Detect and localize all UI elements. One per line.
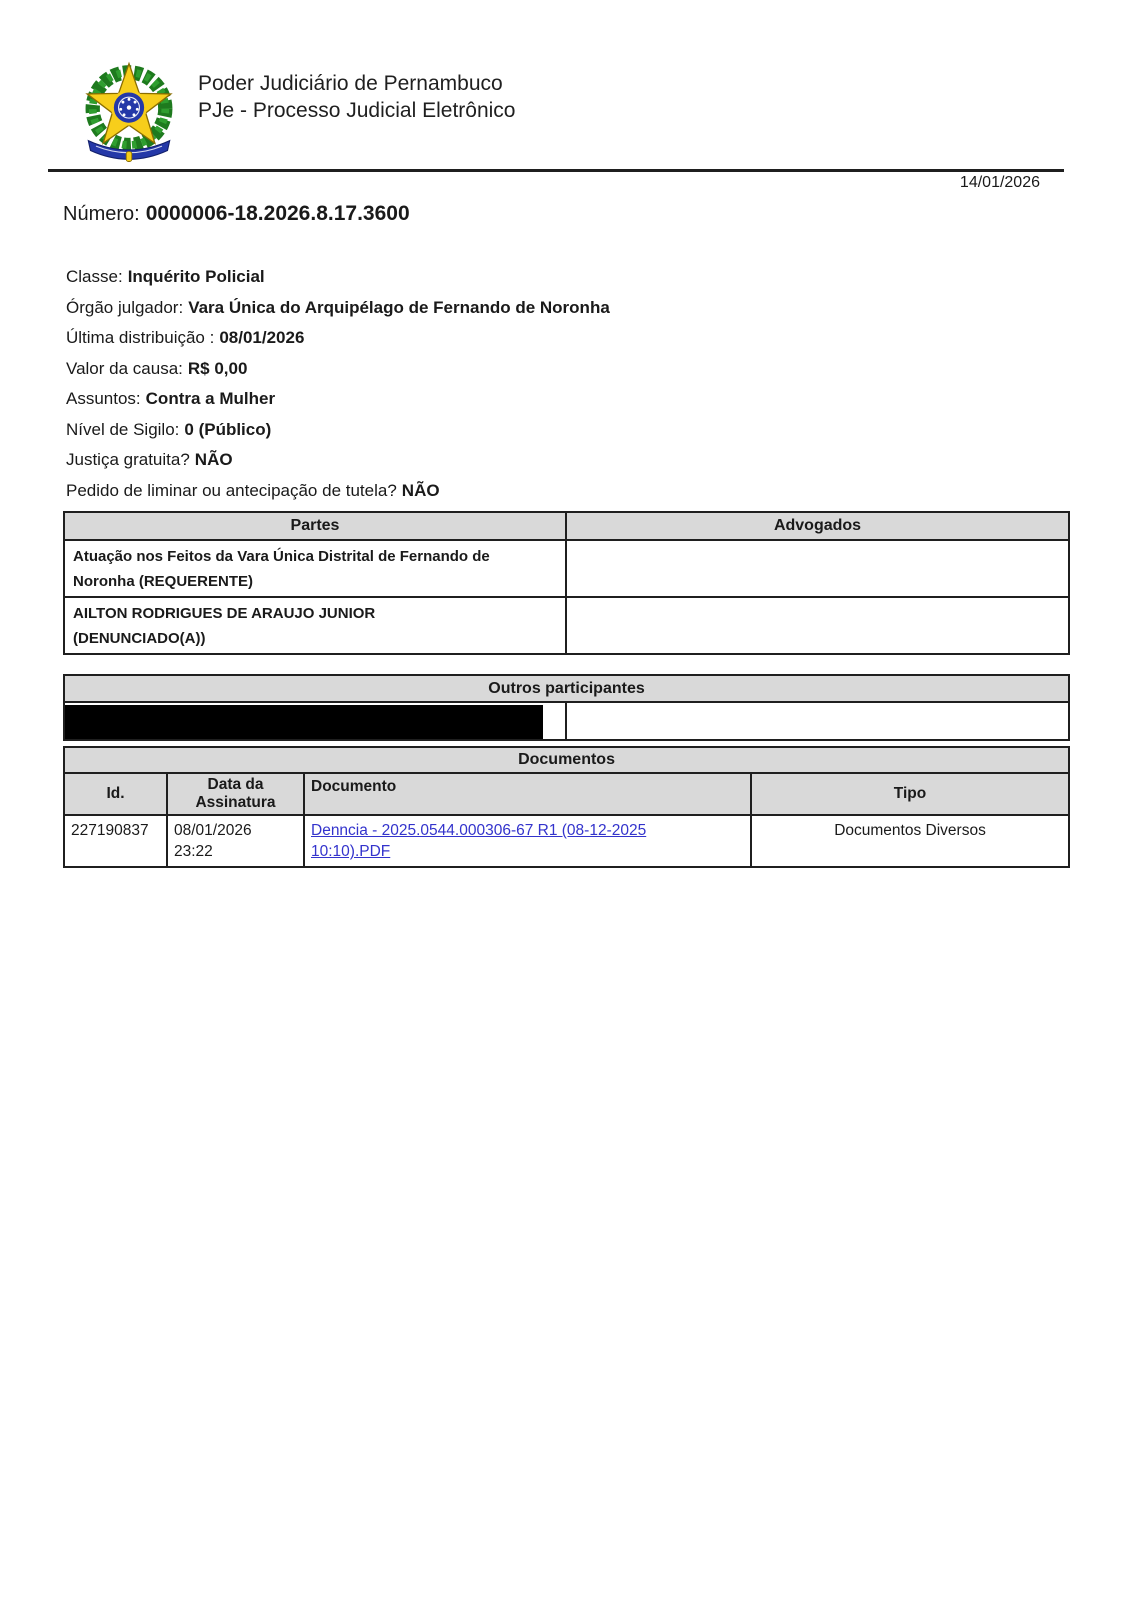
documento-pdf-link-line2[interactable]: 10:10).PDF (311, 843, 391, 860)
partes-row (64, 540, 1069, 597)
documentos-documento-column-header: Documento (304, 773, 751, 815)
outros-participantes-table (63, 674, 1070, 741)
case-number: 0000006-18.2026.8.17.3600 (145, 202, 410, 225)
field-pedido-de-liminar (66, 476, 610, 507)
documento-pdf-link-line1[interactable]: Denncia - 2025.0544.000306-67 R1 (08-12-2025 (311, 822, 647, 839)
parte-cell-denunciado (64, 597, 566, 654)
field-pedido-de-liminar-label: Pedido de liminar ou antecipação de tutela? (66, 480, 397, 500)
partes-column-header: Partes (64, 512, 566, 540)
documentos-id-column-header: Id. (64, 773, 167, 815)
field-valor-da-causa-label: Valor da causa: (66, 358, 183, 378)
advogados-column-header: Advogados (566, 512, 1069, 540)
field-ultima-distribuicao-label: Última distribuição : (66, 328, 215, 347)
field-pedido-de-liminar-value: NÃO (401, 480, 440, 500)
outros-left-cell (64, 702, 566, 740)
documentos-table (63, 746, 1070, 868)
documento-nome-cell (304, 815, 751, 867)
field-nivel-de-sigilo-value: 0 (Público) (184, 419, 272, 439)
documento-data: 08/01/2026 (174, 822, 252, 839)
outros-right-cell (566, 702, 1069, 740)
field-nivel-de-sigilo-label: Nível de Sigilo: (66, 419, 180, 439)
field-justica-gratuita (66, 445, 610, 476)
field-assuntos-value: Contra a Mulher (145, 389, 276, 408)
advogados-cell-empty (566, 597, 1069, 654)
field-ultima-distribuicao (66, 323, 610, 354)
parte-requerente-line2: Noronha (REQUERENTE) (73, 573, 253, 590)
partes-row (64, 597, 1069, 654)
documento-data-assinatura-cell (167, 815, 304, 867)
field-nivel-de-sigilo (66, 415, 610, 446)
field-assuntos-label: Assuntos: (66, 389, 141, 408)
field-justica-gratuita-label: Justiça gratuita? (66, 450, 190, 469)
field-valor-da-causa (66, 354, 610, 385)
documento-id-cell: 227190837 (64, 815, 167, 867)
parte-requerente-line1: Atuação nos Feitos da Vara Única Distrital de Fernando de (73, 548, 490, 565)
documento-pdf-link[interactable] (311, 822, 646, 860)
header-divider (48, 169, 1064, 172)
documentos-data-assinatura-column-header: Data da Assinatura (167, 773, 304, 815)
parte-denunciado-line1: AILTON RODRIGUES DE ARAUJO JUNIOR (73, 605, 376, 622)
case-number-label: Número: (63, 203, 140, 225)
field-orgao-julgador (66, 293, 610, 324)
documento-hora: 23:22 (174, 843, 213, 860)
parte-cell-requerente (64, 540, 566, 597)
header-org-block (198, 70, 515, 124)
print-date: 14/01/2026 (959, 174, 1040, 191)
field-orgao-julgador-value: Vara Única do Arquipélago de Fernando de Noronha (188, 297, 610, 317)
documentos-tipo-column-header: Tipo (751, 773, 1069, 815)
outros-participantes-header: Outros participantes (64, 675, 1069, 702)
documentos-title-header: Documentos (64, 747, 1069, 773)
case-fields (66, 262, 610, 506)
field-classe-label: Classe: (66, 267, 123, 286)
system-name: PJe - Processo Judicial Eletrônico (198, 99, 516, 122)
redacted-participant-name (64, 705, 543, 740)
field-orgao-julgador-label: Órgão julgador: (66, 297, 184, 317)
field-valor-da-causa-value: R$ 0,00 (187, 358, 248, 378)
case-number-line (63, 202, 410, 226)
documento-tipo-cell: Documentos Diversos (751, 815, 1069, 867)
field-justica-gratuita-value: NÃO (194, 450, 233, 469)
partes-table (63, 511, 1070, 655)
field-assuntos (66, 384, 610, 415)
org-name: Poder Judiciário de Pernambuco (198, 72, 503, 95)
parte-denunciado-line2: (DENUNCIADO(A)) (73, 630, 206, 647)
outros-participantes-row (64, 702, 1069, 740)
advogados-cell-empty (566, 540, 1069, 597)
field-classe-value: Inquérito Policial (127, 267, 265, 286)
field-ultima-distribuicao-value: 08/01/2026 (219, 328, 305, 347)
brazil-coat-of-arms-icon (74, 56, 184, 168)
field-classe (66, 262, 610, 293)
documento-row (64, 815, 1069, 867)
